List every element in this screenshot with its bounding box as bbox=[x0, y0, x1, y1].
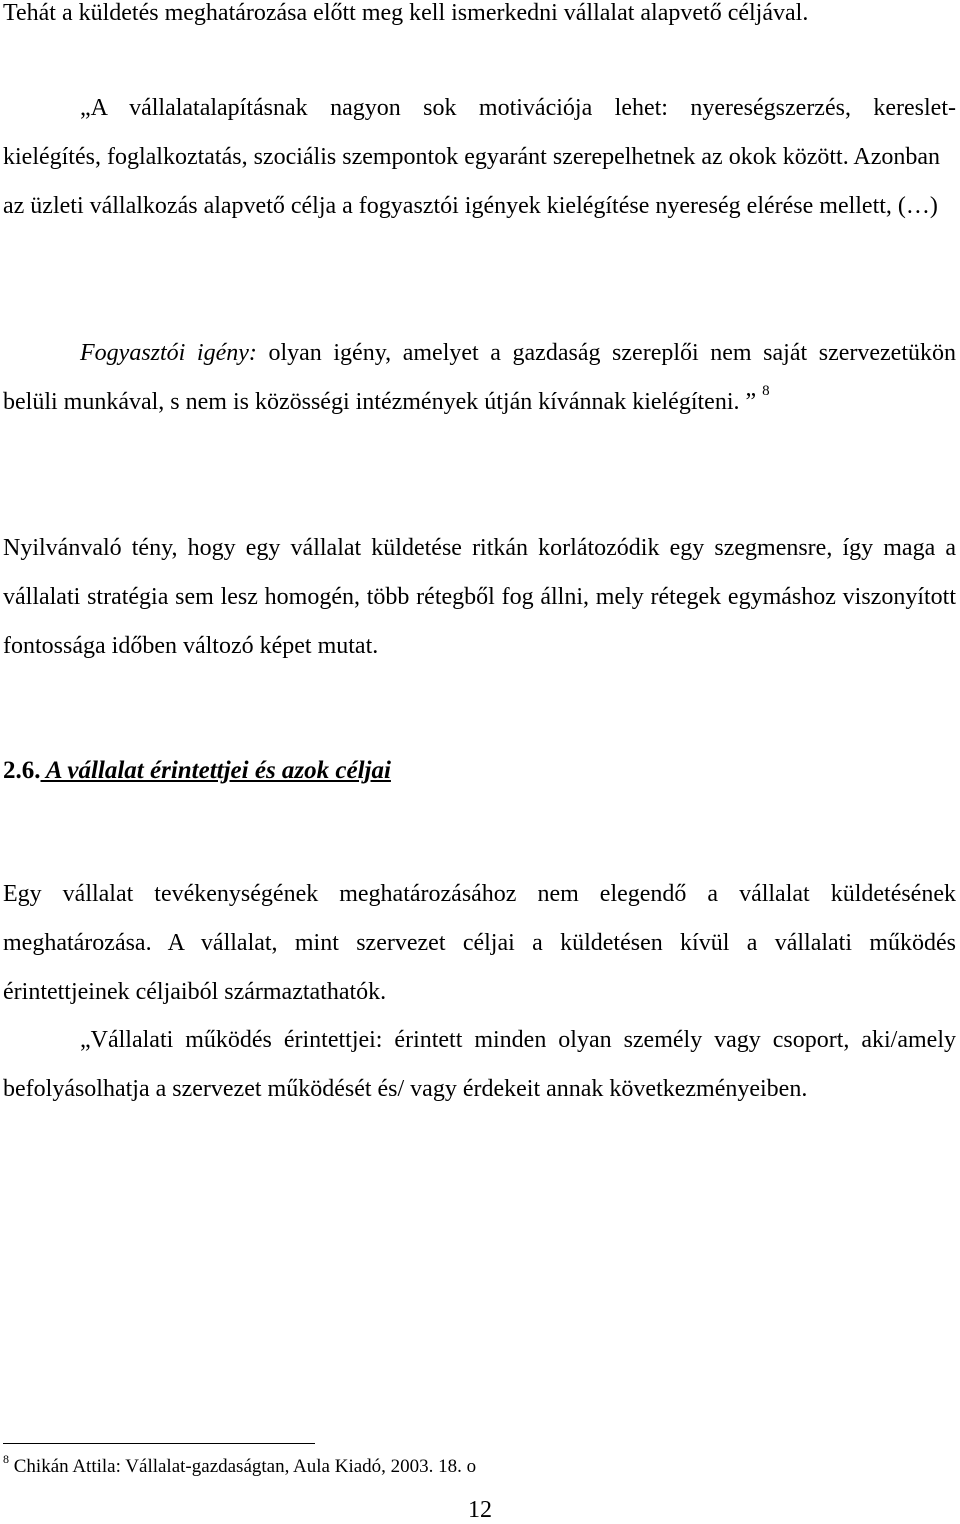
footnote-mark: 8 bbox=[3, 1452, 9, 1466]
footnote-divider bbox=[3, 1443, 315, 1444]
paragraph-stakeholders: Egy vállalat tevékenységének meghatározásához nem elegendő a vállalat küldetésének meghatározása. A vállalat, mint szervezet céljai a küldetésen kívül a vállalati működés érintettjeinek céljaiból származtathatók. bbox=[3, 881, 956, 1005]
paragraph-intro: Tehát a küldetés meghatározása előtt meg kell ismerkedni vállalat alapvető céljával. bbox=[3, 0, 809, 26]
definition-paragraph bbox=[3, 329, 956, 430]
quote-line-1: „A vállalatalapításnak nagyon sok motivációja lehet: nyereségszerzés, kereslet- bbox=[80, 95, 956, 121]
footnote-reference[interactable]: 8 bbox=[762, 383, 770, 399]
footnote bbox=[3, 1452, 477, 1480]
section-title: A vállalat érintettjei és azok céljai bbox=[40, 757, 391, 784]
paragraph-stakeholder-definition: „Vállalati működés érintettjei: érintett minden olyan személy vagy csoport, aki/amely befolyásolhatja a szervezet működését és/ vagy érdekeit annak következményeiben. bbox=[3, 1027, 956, 1102]
definition-term: Fogyasztói igény: bbox=[80, 340, 257, 366]
section-number: 2.6. bbox=[3, 757, 41, 784]
section-heading bbox=[3, 746, 391, 795]
paragraph-segments: Nyilvánvaló tény, hogy egy vállalat küldetése ritkán korlátozódik egy szegmensre, így maga a vállalati stratégia sem lesz homogén, több rétegből fog állni, mely rétegek egymáshoz viszonyított fontossága időben változó képet mutat. bbox=[3, 535, 956, 659]
quote-paragraph bbox=[3, 84, 956, 231]
footnote-text: Chikán Attila: Vállalat-gazdaságtan, Aula Kiadó, 2003. 18. o bbox=[9, 1456, 477, 1477]
definition-text: olyan igény, amelyet a gazdaság szereplői nem saját szervezetükön belüli munkával, s nem is közösségi intézmények útján kívánnak kielégíteni. ” bbox=[3, 340, 956, 415]
quote-rest: kielégítés, foglalkoztatás, szociális szempontok egyaránt szerepelhetnek az okok között. Azonban az üzleti vállalkozás alapvető célja a fogyasztói igények kielégítése nyereség elérése mellett, (…) bbox=[3, 144, 941, 219]
page-number: 12 bbox=[468, 1497, 492, 1523]
